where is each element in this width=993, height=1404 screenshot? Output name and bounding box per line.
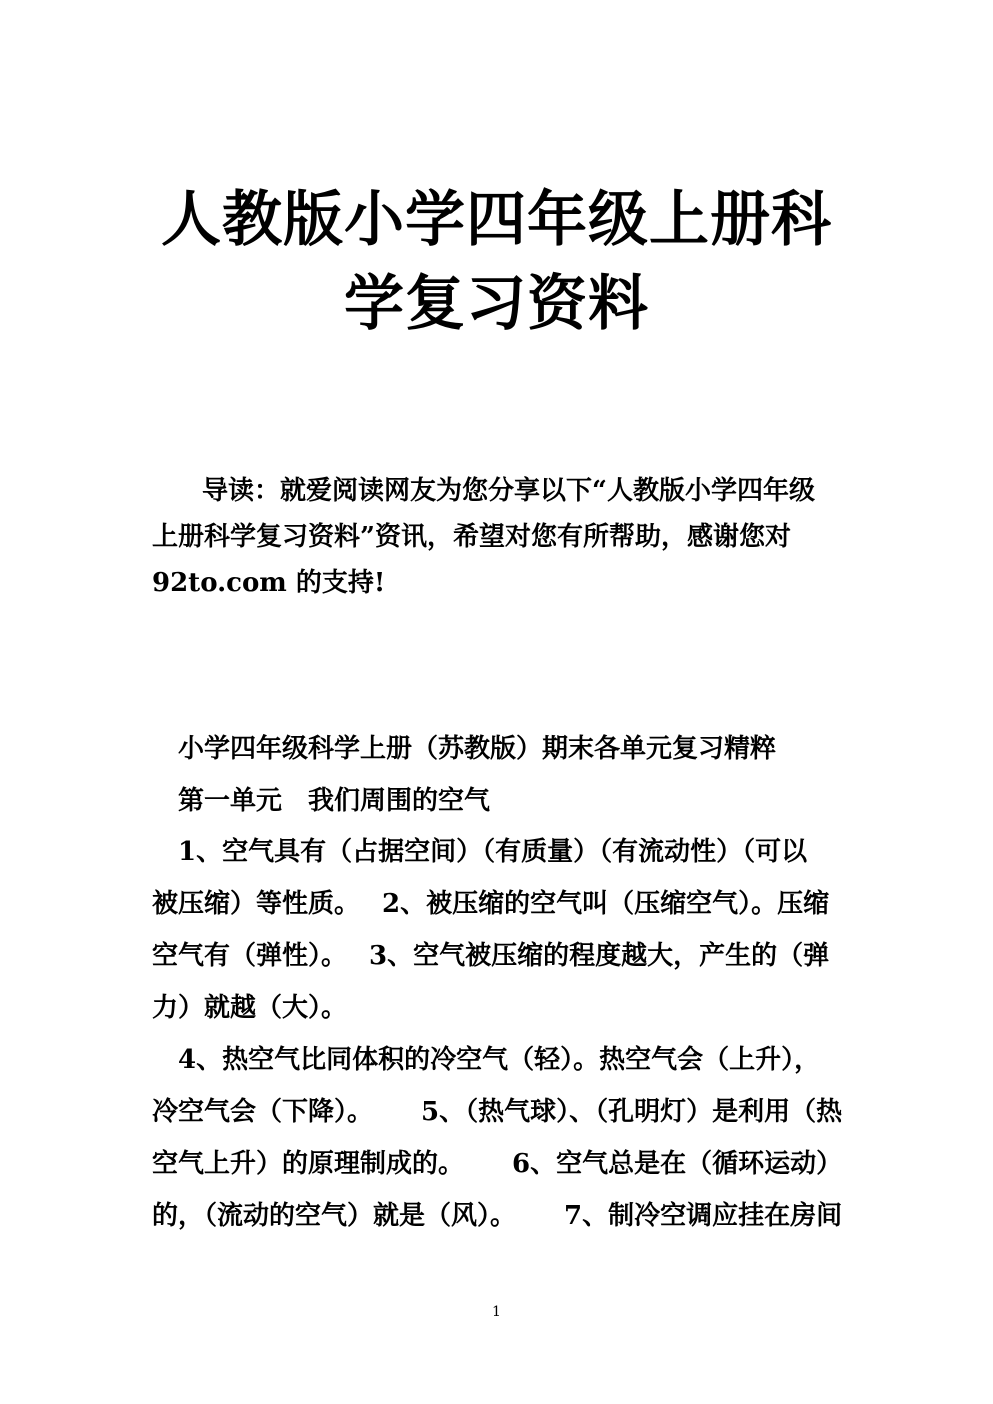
intro-line-3: 92to.com 的支持! [152,568,386,598]
section-heading: 小学四年级科学上册（苏教版）期末各单元复习精粹 [178,734,777,764]
paragraph-1 [152,826,852,1034]
unit-heading: 第一单元 我们周围的空气 [178,786,491,816]
paragraph-1-line-2: 被压缩）等性质。 2、被压缩的空气叫（压缩空气）。压缩 [152,889,830,919]
intro-paragraph [152,468,852,606]
title-line-1: 人教版小学四年级上册科 [161,185,832,255]
intro-line-1: 导读：就爱阅读网友为您分享以下“人教版小学四年级 [202,476,815,506]
title-line-2: 学复习资料 [344,269,649,339]
paragraph-1-line-4: 力）就越（大）。 [152,993,348,1023]
intro-line-2: 上册科学复习资料”资讯，希望对您有所帮助，感谢您对 [152,522,791,552]
paragraph-1-line-1: 1、空气具有（占据空间）（有质量）（有流动性）（可以 [178,837,808,867]
document-title [0,178,993,346]
page-number: 1 [492,1304,501,1320]
paragraph-2 [152,1034,852,1242]
paragraph-2-line-1: 4、热空气比同体积的冷空气（轻）。热空气会（上升）， [178,1045,821,1075]
paragraph-1-line-3: 空气有（弹性）。 3、空气被压缩的程度越大，产生的（弹 [152,941,830,971]
paragraph-2-line-2: 冷空气会（下降）。 5、（热气球）、（孔明灯）是利用（热 [152,1097,843,1127]
paragraph-2-line-4: 的，（流动的空气）就是（风）。 7、制冷空调应挂在房间 [152,1201,843,1231]
paragraph-2-line-3: 空气上升）的原理制成的。 6、空气总是在（循环运动） [152,1149,843,1179]
